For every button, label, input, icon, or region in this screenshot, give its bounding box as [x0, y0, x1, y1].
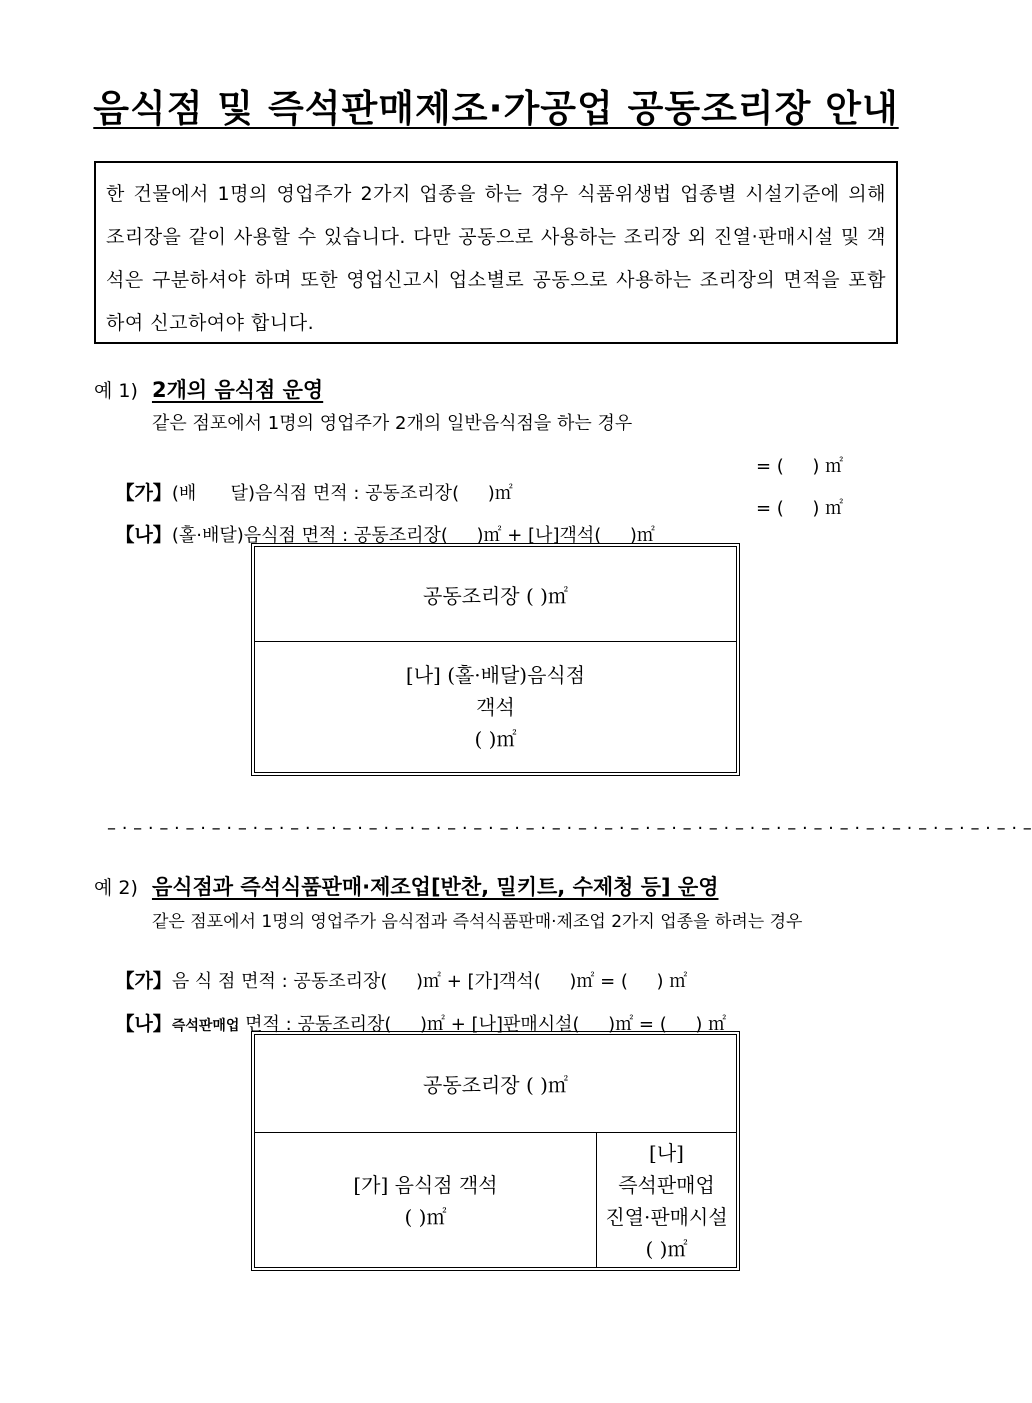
section-divider: – · – · – · – · – · – · – · – · – · – · – · – · – · – · – · – · – · – · – · – · – · – · – · – · – · – · – · – · – · – · – · – · – · – · – · –: [107, 818, 1032, 839]
example-2-title: 음식점과 즉석식품판매·제조업[반찬, 밀키트, 수제청 등] 운영: [151, 875, 719, 899]
example-1-heading: [94, 377, 323, 404]
formula-tag: 【가】: [115, 970, 172, 992]
split-area: [255, 1133, 736, 1268]
formula-result: = ( ) ㎡: [756, 498, 844, 519]
example-1-number: 예 1): [94, 380, 138, 402]
example-2-heading: [94, 874, 719, 901]
formula-text: 음 식 점 면적 : 공동조리장( )㎡ + [가]객석( )㎡ = ( ) ㎡: [171, 971, 688, 992]
formula-text: (배 달)음식점 면적 : 공동조리장( )㎡: [171, 483, 513, 504]
sales-facility-area: ( )㎡: [645, 1236, 688, 1261]
seating-label-3: ( )㎡: [474, 726, 517, 751]
seating-area: [255, 642, 736, 771]
sales-facility-tag: [나]: [649, 1140, 684, 1165]
kitchen-area: [255, 547, 736, 642]
kitchen-area: [255, 1035, 736, 1133]
example-1-diagram: [251, 543, 740, 776]
notice-box: 한 건물에서 1명의 영업주가 2가지 업종을 하는 경우 식품위생법 업종별 시설기준에 의해 조리장을 같이 사용할 수 있습니다. 다만 공동으로 사용하는 조리장 외 진열·판매시설 및 객석은 구분하셔야 하며 또한 영업신고시 업소별로 공동으로 사용하는 조리장의 면적을 포함하여 신고하여야 합니다.: [94, 161, 898, 344]
example-2-diagram: [251, 1031, 740, 1271]
example-2-description: 같은 점포에서 1명의 영업주가 음식점과 즉석식품판매·제조업 2가지 업종을 하려는 경우: [152, 912, 803, 932]
formula-text: 면적 : 공동조리장( )㎡ + [나]판매시설( )㎡ = ( ) ㎡: [239, 1014, 727, 1035]
formula-tag: 【나】: [115, 1013, 172, 1035]
seating-label-2: 객석: [476, 694, 515, 719]
formula-text: (홀·배달)음식점 면적 : 공동조리장( )㎡ + [나]객석( )㎡: [171, 525, 655, 546]
example-2-number: 예 2): [94, 877, 138, 899]
page-title: 음식점 및 즉석판매제조·가공업 공동조리장 안내: [93, 87, 899, 130]
formula-business-label: 즉석판매업: [171, 1018, 240, 1034]
formula-tag: 【가】: [115, 482, 172, 504]
example-1-description: 같은 점포에서 1명의 영업주가 2개의 일반음식점을 하는 경우: [152, 413, 633, 434]
kitchen-label: 공동조리장 ( )㎡: [423, 1073, 568, 1097]
seating-label-1: [나] (홀·배달)음식점: [405, 662, 586, 687]
formula-tag: 【나】: [115, 524, 172, 546]
kitchen-label: 공동조리장 ( )㎡: [423, 583, 568, 608]
sales-facility-cell: [597, 1133, 736, 1268]
formula-result: = ( ) ㎡: [756, 456, 844, 477]
restaurant-seating-cell: [255, 1133, 597, 1268]
example-1-title: 2개의 음식점 운영: [151, 378, 324, 402]
restaurant-seating-label: [가] 음식점 객석: [353, 1172, 498, 1197]
sales-facility-business: 즉석판매업: [618, 1172, 715, 1197]
seating-cell: [255, 642, 736, 771]
sales-facility-label: 진열·판매시설: [605, 1204, 728, 1229]
restaurant-seating-area: ( )㎡: [404, 1204, 447, 1229]
